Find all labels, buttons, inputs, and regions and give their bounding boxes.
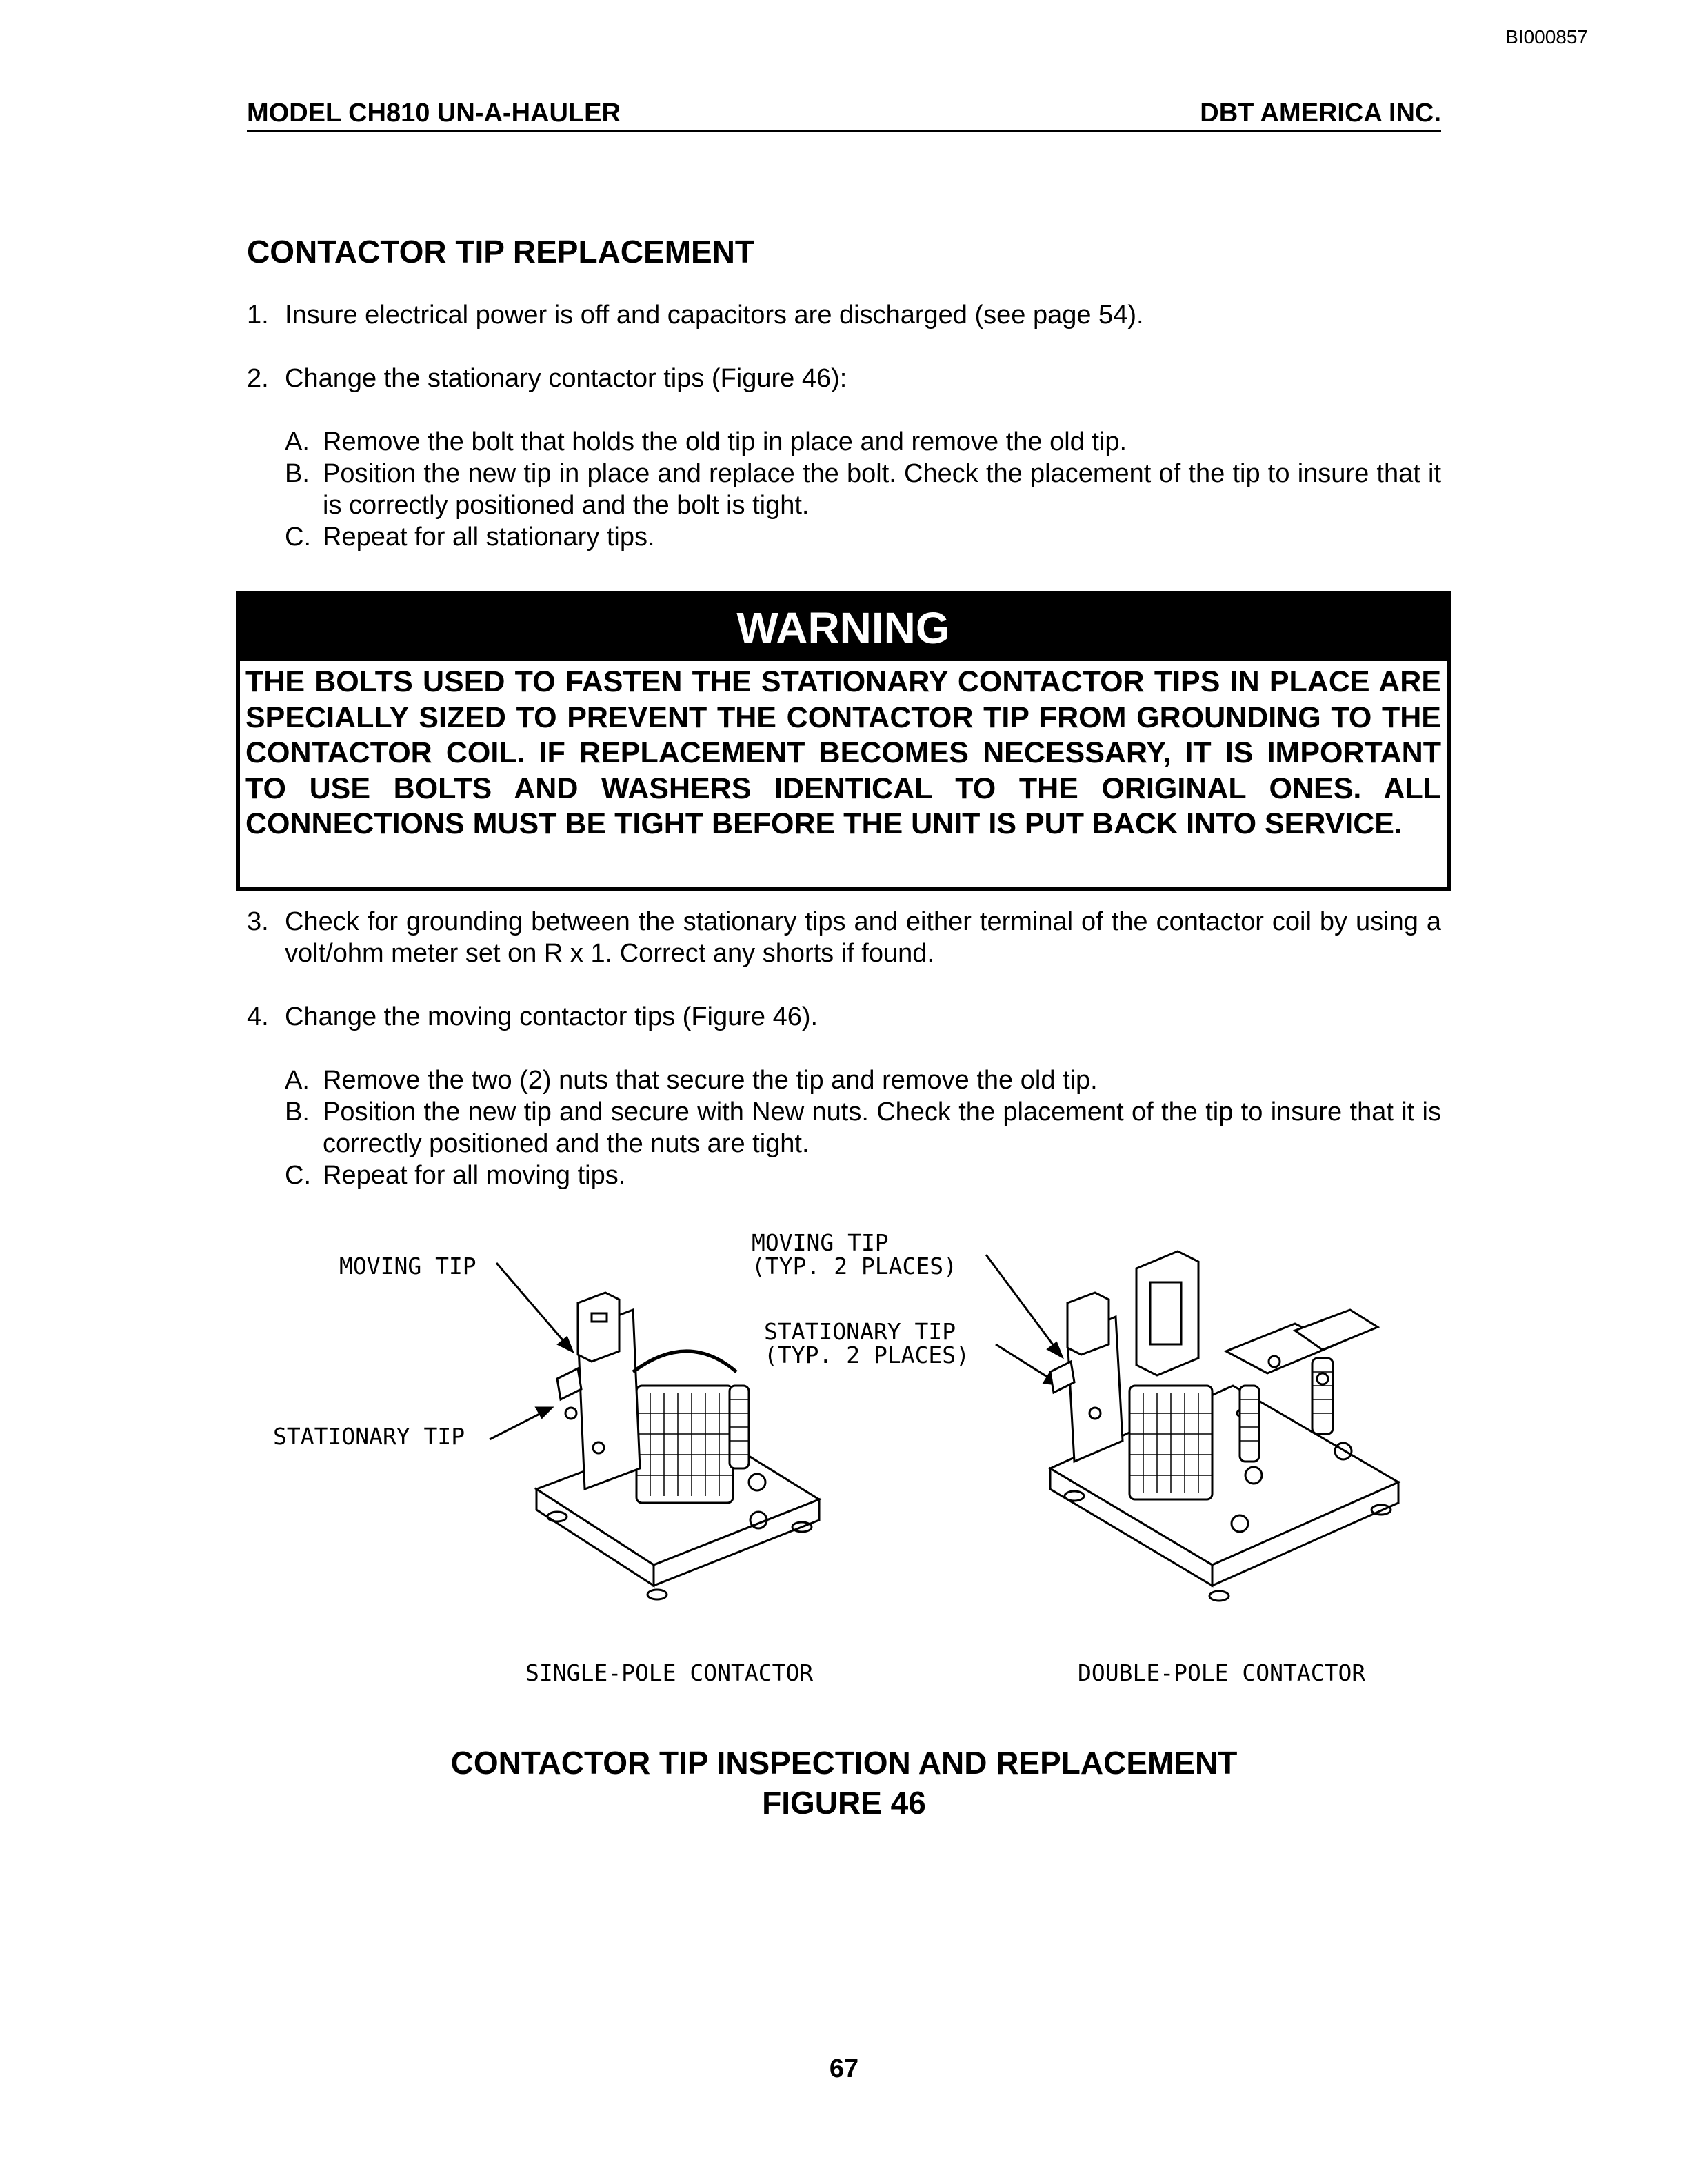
step-4: [247, 1001, 1441, 1033]
substep-text: Position the new tip in place and replace the bolt. Check the placement of the tip to insure that it is correctly positioned and the bolt is tight.: [323, 459, 1441, 520]
page-header: [247, 98, 1441, 132]
step-4c: [285, 1160, 1441, 1191]
substep-letter: B.: [285, 1098, 310, 1126]
step-text: Check for grounding between the stationary tips and either terminal of the contactor coil by using a volt/ohm meter set on R x 1. Correct any shorts if found.: [285, 907, 1441, 968]
step-text: Insure electrical power is off and capacitors are discharged (see page 54).: [285, 301, 1144, 330]
substep-text: Remove the bolt that holds the old tip in place and remove the old tip.: [323, 427, 1127, 456]
substep-letter: A.: [285, 1066, 310, 1095]
step-number: 2.: [247, 364, 269, 393]
label-single-pole: SINGLE-POLE CONTACTOR: [525, 1659, 814, 1686]
header-model: MODEL CH810 UN-A-HAULER: [247, 99, 621, 128]
page-number: 67: [829, 2054, 859, 2083]
step-number: 4.: [247, 1002, 269, 1031]
warning-title: WARNING: [240, 596, 1447, 661]
substep-letter: A.: [285, 427, 310, 456]
figure-caption-number: FIGURE 46: [762, 1785, 926, 1821]
header-company: DBT AMERICA INC.: [1200, 99, 1441, 128]
step-2: [247, 363, 1441, 394]
step-2b: [285, 458, 1441, 521]
contactor-illustration: [247, 1213, 1441, 1696]
label-moving-tip: MOVING TIP: [339, 1253, 476, 1280]
step-text: Change the stationary contactor tips (Figure 46):: [285, 364, 847, 393]
step-2a: [285, 426, 1441, 458]
substep-letter: C.: [285, 1161, 311, 1190]
step-2c: [285, 521, 1441, 553]
label-double-pole: DOUBLE-POLE CONTACTOR: [1078, 1659, 1366, 1686]
step-number: 1.: [247, 301, 269, 330]
step-3: [247, 906, 1441, 969]
step-4b: [285, 1096, 1441, 1160]
substep-text: Repeat for all moving tips.: [323, 1161, 626, 1190]
figure-caption-title: CONTACTOR TIP INSPECTION AND REPLACEMENT: [450, 1745, 1238, 1781]
step-1: [247, 299, 1441, 331]
leader-moving-tip: [496, 1263, 572, 1351]
step-text: Change the moving contactor tips (Figure 46).: [285, 1002, 818, 1031]
step-number: 3.: [247, 907, 269, 936]
substep-text: Repeat for all stationary tips.: [323, 523, 655, 552]
substep-text: Position the new tip and secure with New nuts. Check the placement of the tip to insure that it is correctly positioned and the nuts are tight.: [323, 1098, 1441, 1158]
substep-text: Remove the two (2) nuts that secure the tip and remove the old tip.: [323, 1066, 1098, 1095]
warning-box: [236, 592, 1451, 891]
label-stationary-tip-typ: STATIONARY TIP (TYP. 2 PLACES): [764, 1318, 970, 1368]
double-pole-contactor: [1050, 1251, 1398, 1601]
substep-letter: C.: [285, 523, 311, 552]
section-title: CONTACTOR TIP REPLACEMENT: [247, 234, 755, 270]
step-4a: [285, 1064, 1441, 1096]
bates-number: BI000857: [1505, 26, 1588, 48]
label-stationary-tip: STATIONARY TIP: [273, 1423, 465, 1450]
single-pole-contactor: [536, 1293, 819, 1599]
leader-stationary-tip: [490, 1408, 552, 1439]
figure-46: [247, 1213, 1441, 1696]
substep-letter: B.: [285, 459, 310, 488]
leader-moving-tip-typ: [986, 1255, 1062, 1357]
label-moving-tip-typ: MOVING TIP (TYP. 2 PLACES): [752, 1229, 958, 1280]
warning-text: THE BOLTS USED TO FASTEN THE STATIONARY CONTACTOR TIPS IN PLACE ARE SPECIALLY SIZED TO PREVENT THE CONTACTOR TIP FROM GROUNDING TO THE CONTACTOR COIL. IF REPLACEMENT BECOMES NECESSARY, IT IS IMPORTANT TO USE BOLTS AND WASHERS IDENTICAL TO THE ORIGINAL ONES. ALL CONNECTIONS MUST BE TIGHT BEFORE THE UNIT IS PUT BACK INTO SERVICE.: [245, 665, 1441, 840]
